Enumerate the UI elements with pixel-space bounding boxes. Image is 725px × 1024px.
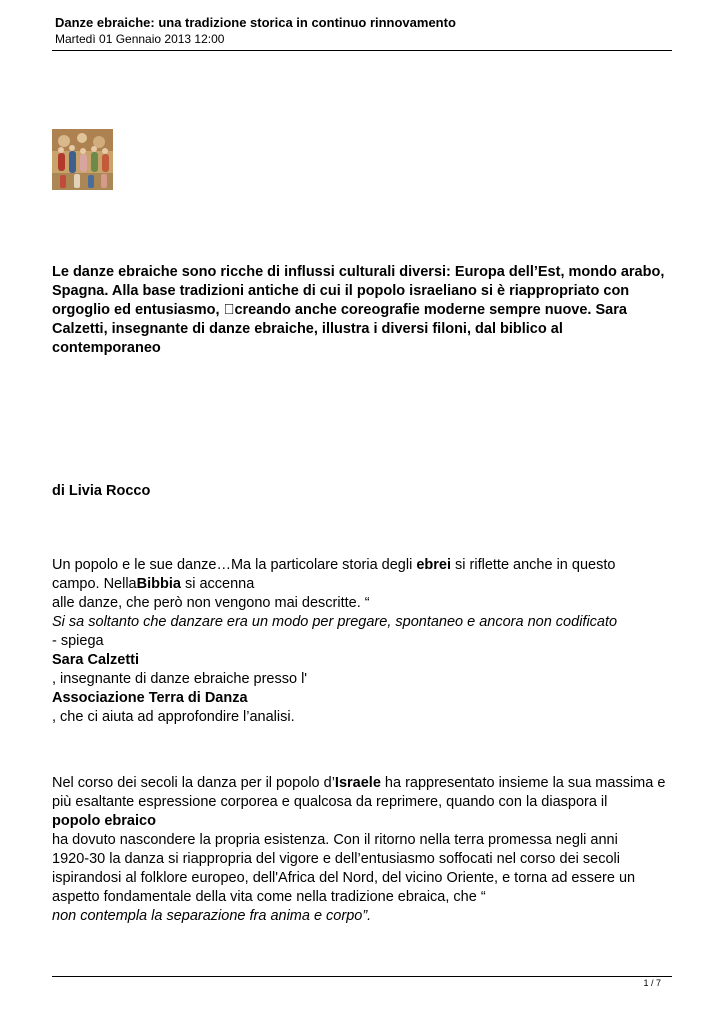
text-run: si riflette anche in questo [451, 557, 616, 573]
keyword-bibbia: Bibbia [136, 576, 181, 592]
keyword-popolo-ebraico: popolo ebraico [52, 813, 156, 829]
name-sara-calzetti: Sara Calzetti [52, 652, 140, 668]
text-run: campo. Nella [52, 576, 137, 592]
lead-paragraph [52, 263, 674, 358]
quote-line: non contempla la separazione fra anima e corpo”. [52, 908, 372, 924]
text-line [52, 575, 674, 594]
text-line: aspetto fondamentale della vita come nella tradizione ebraica, che “ [52, 889, 486, 905]
text-line: - spiega [52, 633, 104, 649]
text-line [52, 774, 674, 793]
text-line: alle danze, che però non vengono mai descritte. “ [52, 595, 370, 611]
text-line: , che ci aiuta ad approfondire l’analisi. [52, 709, 295, 725]
lead-line: contemporaneo [52, 340, 161, 356]
header-date: Martedì 01 Gennaio 2013 12:00 [55, 32, 225, 46]
text-line: 1920-30 la danza si riappropria del vigore e dell’entusiasmo soffocati nel corso dei secoli [52, 851, 620, 867]
text-run: si accenna [180, 576, 255, 592]
lead-line: Le danze ebraiche sono ricche di influssi culturali diversi: Europa dell’Est, mondo arabo, [52, 264, 665, 280]
header-rule [52, 50, 672, 51]
keyword-israele: Israele [334, 775, 381, 791]
lead-line: Spagna. Alla base tradizioni antiche di cui il popolo israeliano si è riappropriato con [52, 283, 630, 299]
text-run: Nel corso dei secoli la danza per il popolo d’ [52, 775, 335, 791]
name-associazione: Associazione Terra di Danza [52, 690, 248, 706]
text-run: ha rappresentato insieme la sua massima e [380, 775, 666, 791]
text-line [52, 556, 674, 575]
text-line: più esaltante espressione corporea e qualcosa da reprimere, quando con la diaspora il [52, 794, 608, 810]
byline: di Livia Rocco [52, 483, 151, 499]
body-paragraph-1 [52, 556, 674, 727]
painting-thumbnail-art [52, 129, 113, 190]
page-number: 1 / 7 [643, 978, 661, 988]
footer-rule [52, 976, 672, 977]
lead-line: Calzetti, insegnante di danze ebraiche, illustra i diversi filoni, dal biblico al [52, 321, 563, 337]
text-line: , insegnante di danze ebraiche presso l' [52, 671, 308, 687]
text-line: ha dovuto nascondere la propria esistenza. Con il ritorno nella terra promessa negli anni [52, 832, 618, 848]
body-paragraph-2 [52, 774, 674, 926]
text-run [137, 576, 255, 592]
lead-line: orgoglio ed entusiasmo,  creando anche coreografie moderne sempre nuove. Sara [52, 302, 627, 318]
text-run: Un popolo e le sue danze…Ma la particolare storia degli [52, 557, 417, 573]
header-title: Danze ebraiche: una tradizione storica in continuo rinnovamento [55, 15, 456, 30]
painting-thumbnail-icon [52, 129, 113, 190]
text-line: ispirandosi al folklore europeo, dell'Africa del Nord, del vicino Oriente, e torna ad essere un [52, 870, 636, 886]
quote-line: Si sa soltanto che danzare era un modo per pregare, spontaneo e ancora non codificato [52, 614, 618, 630]
keyword-ebrei: ebrei [416, 557, 451, 573]
